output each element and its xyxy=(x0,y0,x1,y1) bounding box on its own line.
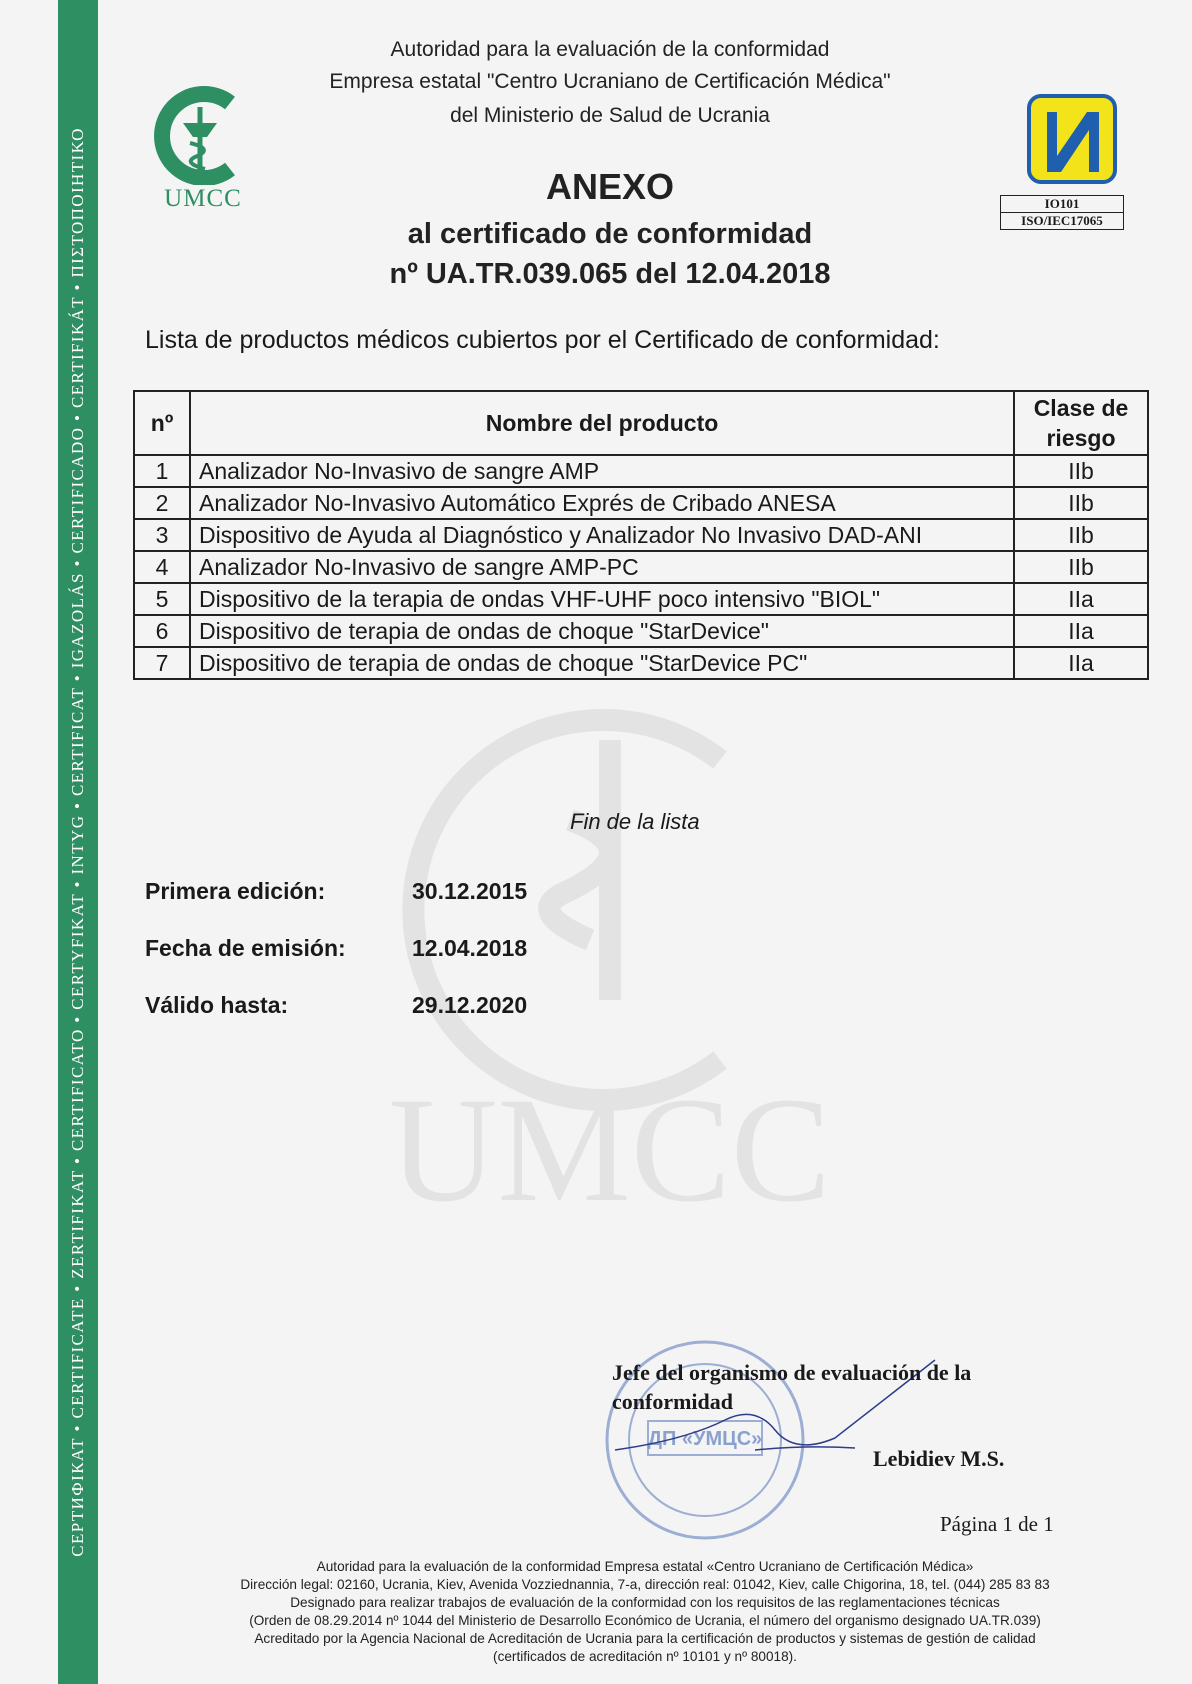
table-row xyxy=(134,487,1148,519)
row-number: 5 xyxy=(134,583,190,615)
footer-line-4: (Orden de 08.29.2014 nº 1044 del Ministerio de Desarrollo Económico de Ucrania, el número del organismo designado UA.TR.039) xyxy=(249,1613,1041,1628)
header-class-line1: Clase de xyxy=(1033,395,1129,421)
annex-title: ANEXO xyxy=(545,166,675,207)
table-row xyxy=(134,615,1148,647)
annex-subtitle: al certificado de conformidad xyxy=(407,218,813,250)
footer-line-6: (certificados de acreditación nº 10101 y nº 80018). xyxy=(493,1649,797,1664)
sidebar-text: СЕРТИФІКАТ • CERTIFICATE • ZERTIFIKAT • CERTIFICATO • CERTYFIKAT • INTYG • CERTIFICAT • IGAZOLÁS • CERTIFICADO • CERTIFIKÁT • ΠΙΣΤΟΠΟΙΗΤΙΚΟ xyxy=(68,127,87,1557)
product-name: Dispositivo de Ayuda al Diagnóstico y Analizador No Invasivo DAD-ANI xyxy=(190,519,1014,551)
signatory-title-line2: conformidad xyxy=(612,1389,733,1414)
table-row xyxy=(134,583,1148,615)
valid-until-label: Válido hasta: xyxy=(145,992,289,1018)
header-line-2: Empresa estatal "Centro Ucraniano de Certificación Médica" xyxy=(329,70,891,93)
issue-date-value: 12.04.2018 xyxy=(412,935,528,961)
risk-class: IIb xyxy=(1014,455,1148,487)
product-name: Dispositivo de terapia de ondas de choque "StarDevice PC" xyxy=(190,647,1014,679)
row-number: 4 xyxy=(134,551,190,583)
row-number: 1 xyxy=(134,455,190,487)
header-line-3: del Ministerio de Salud de Ucrania xyxy=(450,104,770,127)
product-name: Analizador No-Invasivo de sangre AMP xyxy=(190,455,1014,487)
row-number: 2 xyxy=(134,487,190,519)
end-of-list: Fin de la lista xyxy=(570,809,700,834)
accreditation-standard: ISO/IEC17065 xyxy=(1001,212,1123,229)
accreditation-code: IO101 xyxy=(1044,196,1080,211)
umcc-watermark xyxy=(360,700,860,1260)
footer-line-5: Acreditado por la Agencia Nacional de Acreditación de Ucrania para la certificación de productos y sistemas de gestión de calidad xyxy=(254,1631,1036,1646)
certificate-number: nº UA.TR.039.065 del 12.04.2018 xyxy=(389,258,831,290)
signatory-title-line1: Jefe del organismo de evaluación de la xyxy=(612,1360,972,1385)
header-line-1: Autoridad para la evaluación de la conformidad xyxy=(390,38,830,61)
risk-class: IIa xyxy=(1014,615,1148,647)
table-row xyxy=(134,647,1148,679)
product-table xyxy=(133,390,1149,680)
row-number: 3 xyxy=(134,519,190,551)
header-class xyxy=(1014,391,1148,455)
header-num: nº xyxy=(134,391,190,455)
header-class-line2: riesgo xyxy=(1046,425,1116,451)
accreditation-box xyxy=(1000,195,1124,230)
product-name: Analizador No-Invasivo Automático Exprés de Cribado ANESA xyxy=(190,487,1014,519)
row-number: 6 xyxy=(134,615,190,647)
first-edition-value: 30.12.2015 xyxy=(412,878,528,904)
accreditation-icon xyxy=(1025,92,1123,190)
table-row xyxy=(134,455,1148,487)
footer-line-3: Designado para realizar trabajos de evaluación de la conformidad con los requisitos de las reglamentaciones técnicas xyxy=(290,1595,1000,1610)
table-header-row xyxy=(134,391,1148,455)
first-edition-label: Primera edición: xyxy=(145,878,326,904)
issue-date-label: Fecha de emisión: xyxy=(145,935,346,961)
umcc-logo-text: UMCC xyxy=(164,185,242,212)
caduceus-icon xyxy=(145,85,255,185)
footer xyxy=(150,1558,1140,1666)
page-number: Página 1 de 1 xyxy=(940,1512,1054,1536)
header-name: Nombre del producto xyxy=(190,391,1014,455)
risk-class: IIa xyxy=(1014,647,1148,679)
product-name: Dispositivo de la terapia de ondas VHF-UHF poco intensivo "BIOL" xyxy=(190,583,1014,615)
footer-line-2: Dirección legal: 02160, Ucrania, Kiev, Avenida Vozziednannia, 7-a, dirección real: 01042, Kiev, calle Chigorina, 18, tel. (044) 285 83 83 xyxy=(240,1577,1050,1592)
watermark-text: UMCC xyxy=(389,1067,831,1233)
table-row xyxy=(134,519,1148,551)
table-row xyxy=(134,551,1148,583)
umcc-logo xyxy=(145,85,255,215)
risk-class: IIb xyxy=(1014,519,1148,551)
risk-class: IIb xyxy=(1014,487,1148,519)
risk-class: IIa xyxy=(1014,583,1148,615)
signatory-name: Lebidiev M.S. xyxy=(873,1446,1005,1471)
product-name: Dispositivo de terapia de ondas de choque "StarDevice" xyxy=(190,615,1014,647)
intro-text: Lista de productos médicos cubiertos por el Certificado de conformidad: xyxy=(145,326,940,354)
stamp-text: ДП «УМЦС» xyxy=(647,1428,763,1450)
product-name: Analizador No-Invasivo de sangre AMP-PC xyxy=(190,551,1014,583)
row-number: 7 xyxy=(134,647,190,679)
valid-until-value: 29.12.2020 xyxy=(412,992,528,1018)
footer-line-1: Autoridad para la evaluación de la conformidad Empresa estatal «Centro Ucraniano de Certificación Médica» xyxy=(316,1559,974,1574)
risk-class: IIb xyxy=(1014,551,1148,583)
